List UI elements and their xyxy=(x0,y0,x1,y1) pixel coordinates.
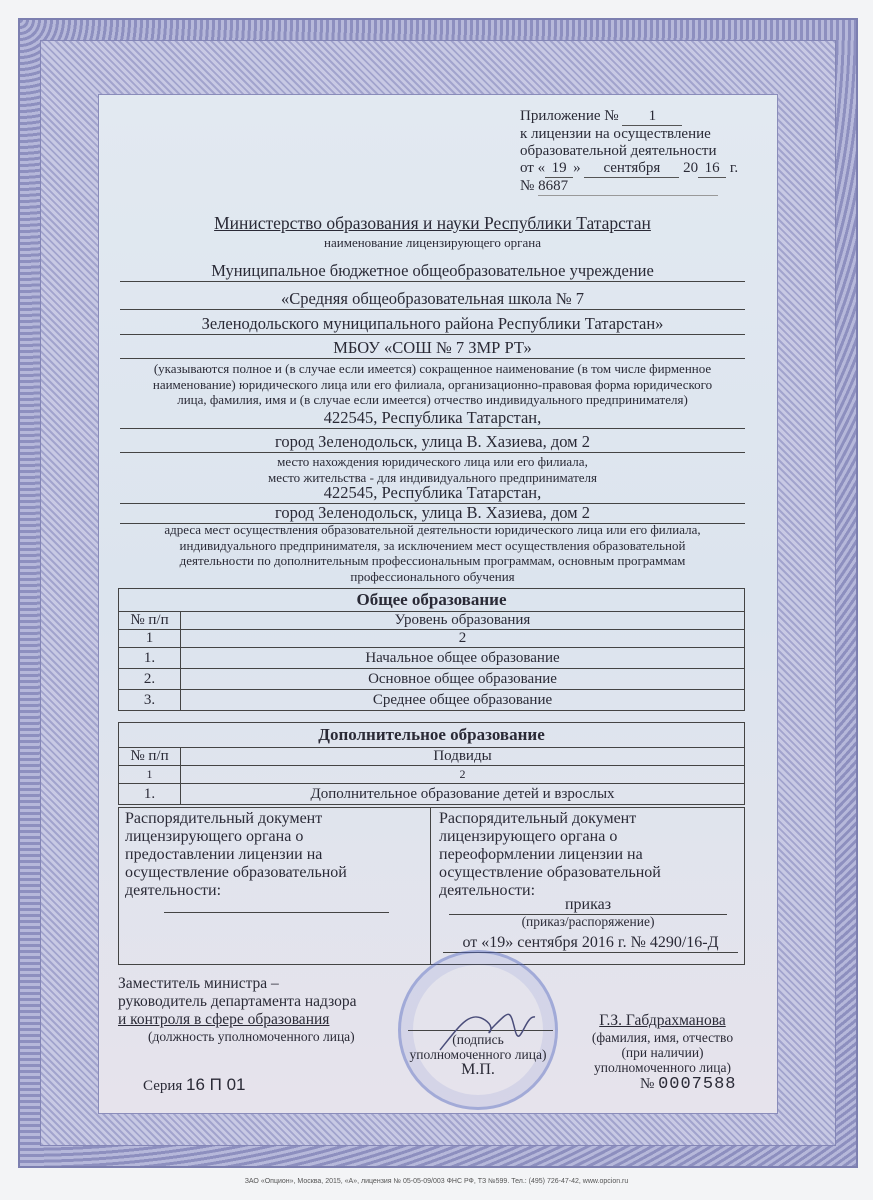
general-education-table xyxy=(118,588,745,711)
location-caption: место жительства - для индивидуального предпринимателя xyxy=(267,469,598,485)
doc-text: Распорядительный документ xyxy=(439,810,637,827)
org-caption: (указываются полное и (в случае если имеется) сокращенное наименование (в том числе фирменное xyxy=(153,361,712,376)
year-end: г. xyxy=(729,160,739,176)
no-label: № xyxy=(520,178,535,194)
annex-number: 1 xyxy=(622,108,682,126)
row-number: 1. xyxy=(119,784,181,805)
org-name-line: Муниципальное бюджетное общеобразовательное учреждение xyxy=(120,261,745,282)
caption-line: уполномоченного лица) xyxy=(409,1047,547,1062)
name-caption: уполномоченного лица) xyxy=(594,1060,731,1075)
index-cell: 2 xyxy=(181,630,745,648)
row-level: Начальное общее образование xyxy=(181,648,745,669)
doc-text: деятельности: xyxy=(125,882,222,899)
location-line: 422545, Республика Татарстан, xyxy=(120,408,745,429)
signatory-name: Г.З. Габдрахманова xyxy=(599,1012,726,1029)
doc-text: предоставлении лицензии на xyxy=(125,846,323,863)
signatory-position xyxy=(118,975,357,1044)
activity-address-line: город Зеленодольск, улица В. Хазиева, дом 2 xyxy=(120,503,745,524)
series-value: 16 П 01 xyxy=(186,1075,246,1094)
date-prefix: от « xyxy=(520,160,546,176)
form-number-value: 0007588 xyxy=(658,1075,737,1094)
location-line: город Зеленодольск, улица В. Хазиева, дом 2 xyxy=(120,432,745,453)
doc-reference: от «19» сентября 2016 г. № 4290/16-Д xyxy=(443,934,738,953)
position-line: Заместитель министра – xyxy=(118,975,279,992)
annex-header xyxy=(520,108,738,196)
year-suffix: 16 xyxy=(698,160,726,178)
year-prefix: 20 xyxy=(683,160,699,176)
date-mid: » xyxy=(573,160,581,176)
table-title: Дополнительное образование xyxy=(119,723,745,748)
name-caption: (при наличии) xyxy=(621,1045,704,1060)
additional-education-table xyxy=(118,722,745,805)
doc-text: переоформлении лицензии на xyxy=(439,846,643,863)
license-number: 8687 xyxy=(538,178,718,196)
row-level: Среднее общее образование xyxy=(181,690,745,711)
doc-text: лицензирующего органа о xyxy=(439,828,618,845)
doc-text: осуществление образовательной xyxy=(439,864,661,881)
activity-caption: адреса мест осуществления образовательной деятельности юридического лица или его филиала, xyxy=(164,522,701,537)
index-cell: 2 xyxy=(181,766,745,784)
signature-caption xyxy=(398,1032,558,1077)
doc-text: деятельности: xyxy=(439,882,536,899)
authority-name: Министерство образования и науки Республики Татарстан xyxy=(214,213,651,233)
table-row xyxy=(119,690,745,711)
activity-caption: профессионального обучения xyxy=(350,568,515,584)
no-label: № xyxy=(640,1076,655,1092)
authority-caption: наименование лицензирующего органа xyxy=(324,235,541,250)
reissue-document-cell xyxy=(431,808,744,964)
org-name-line: Зеленодольского муниципального района Республики Татарстан» xyxy=(120,314,745,335)
org-caption: наименование) юридического лица или его филиала, организационно-правовая форма юридического xyxy=(152,376,713,392)
date-month: сентября xyxy=(584,160,679,178)
caption-line: (подпись xyxy=(452,1032,504,1047)
signatory-name-block xyxy=(575,1012,750,1075)
blank-line xyxy=(164,912,389,913)
org-name-line: «Средняя общеобразовательная школа № 7 xyxy=(120,289,745,310)
annex-label: Приложение № xyxy=(520,108,619,124)
index-cell: 1 xyxy=(119,766,181,784)
order-documents-box xyxy=(118,807,745,965)
table-row xyxy=(119,669,745,690)
row-number: 3. xyxy=(119,690,181,711)
column-header: № п/п xyxy=(119,748,181,766)
row-subtype: Дополнительное образование детей и взрослых xyxy=(181,784,745,805)
series xyxy=(143,1075,246,1095)
position-line: и контроля в сфере образования xyxy=(118,1011,330,1028)
doc-type-caption: (приказ/распоряжение) xyxy=(521,914,655,929)
doc-text: осуществление образовательной xyxy=(125,864,347,881)
row-number: 2. xyxy=(119,669,181,690)
table-title: Общее образование xyxy=(119,589,745,612)
row-level: Основное общее образование xyxy=(181,669,745,690)
doc-text: Распорядительный документ xyxy=(125,810,323,827)
row-number: 1. xyxy=(119,648,181,669)
printer-imprint: ЗАО «Опцион», Москва, 2015, «А», лицензия № 05-05-09/003 ФНС РФ, ТЗ №599. Тел.: (495) 726-47-42, www.opcion.ru xyxy=(244,1178,629,1185)
location-caption: место нахождения юридического лица или его филиала, xyxy=(277,454,588,469)
annex-line: образовательной деятельности xyxy=(520,143,717,159)
name-caption: (фамилия, имя, отчество xyxy=(591,1030,734,1045)
seal-label: М.П. xyxy=(461,1061,495,1078)
table-row xyxy=(119,648,745,669)
position-line: руководитель департамента надзора xyxy=(118,993,357,1010)
position-caption: (должность уполномоченного лица) xyxy=(148,1029,355,1044)
column-header: № п/п xyxy=(119,612,181,630)
issue-document-cell xyxy=(119,808,431,964)
activity-caption: индивидуального предпринимателя, за исключением мест осуществления образовательной xyxy=(179,537,686,553)
org-caption: лица, фамилия, имя и (в случае если имеется) отчество индивидуального предпринимателя) xyxy=(177,392,688,407)
column-header: Уровень образования xyxy=(181,612,745,630)
column-header: Подвиды xyxy=(181,748,745,766)
annex-line: к лицензии на осуществление xyxy=(520,126,711,142)
doc-text: лицензирующего органа о xyxy=(125,828,304,845)
index-cell: 1 xyxy=(119,630,181,648)
activity-address-line: 422545, Республика Татарстан, xyxy=(120,483,745,504)
table-row xyxy=(119,784,745,805)
series-label: Серия xyxy=(143,1078,183,1094)
org-short-name: МБОУ «СОШ № 7 ЗМР РТ» xyxy=(120,338,745,359)
form-number xyxy=(640,1075,736,1094)
date-day: 19 xyxy=(545,160,573,178)
activity-caption: деятельности по дополнительным профессиональным программам, основным программам xyxy=(179,553,686,568)
doc-type: приказ xyxy=(449,896,727,915)
